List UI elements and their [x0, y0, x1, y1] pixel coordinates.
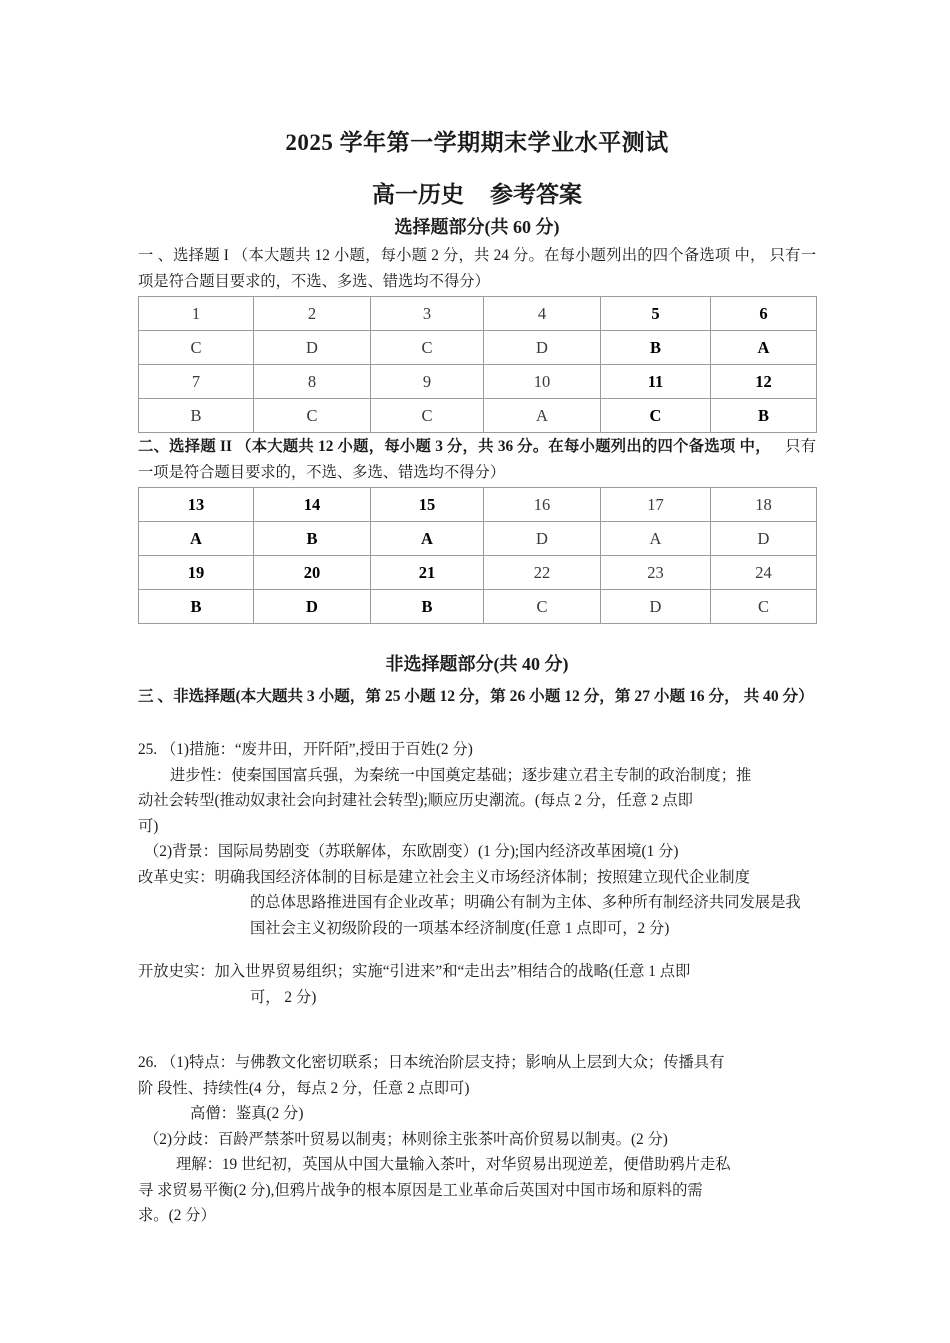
q25-line-7: 的总体思路推进国有企业改革；明确公有制为主体、多种所有制经济共同发展是我: [250, 894, 801, 911]
answer-cell: A: [484, 399, 601, 433]
table-row: [139, 399, 817, 433]
q25-line-2: 进步性：使秦国国富兵强，为秦统一中国奠定基础；逐步建立君主专制的政治制度；推: [170, 766, 752, 784]
answer-cell: A: [601, 522, 711, 556]
answer-cell: C: [601, 399, 711, 433]
answer-cell: C: [139, 331, 254, 365]
nonchoice-section-banner: 非选择题部分(共 40 分): [385, 654, 569, 674]
answer-cell: D: [484, 522, 601, 556]
answer-question-25: [138, 737, 816, 1010]
answer-question-26: [138, 1050, 816, 1229]
answer-cell: 18: [711, 488, 817, 522]
q25-line-1: 25. （1)措施：“废井田，开阡陌”,授田于百姓(2 分): [138, 741, 473, 758]
answer-cell: B: [254, 522, 371, 556]
answer-cell: D: [711, 522, 817, 556]
q25-line-10: 可， 2 分): [250, 988, 317, 1006]
answer-cell: B: [139, 590, 254, 624]
answer-cell: A: [371, 522, 484, 556]
answer-cell: 8: [254, 365, 371, 399]
q26-line-5: 理解：19 世纪初，英国从中国大量输入茶叶，对华贸易出现逆差，便借助鸦片走私: [176, 1156, 731, 1173]
table-row: [139, 488, 817, 522]
answer-cell: 24: [711, 556, 817, 590]
q26-line-4: （2)分歧：百龄严禁茶叶贸易以制夷；林则徐主张茶叶高价贸易以制夷。(2 分): [144, 1130, 668, 1148]
q26-line-3: 高僧：鉴真(2 分): [190, 1105, 304, 1122]
answer-cell: 9: [371, 365, 484, 399]
answer-cell: 23: [601, 556, 711, 590]
answer-cell: 10: [484, 365, 601, 399]
part3-instructions-line1: 三 、非选择题(本大题共 3 小题，第 25 小题 12 分，第 26 小题 12 分，第 27 小题: [138, 688, 686, 705]
answer-table-part2: [138, 487, 817, 624]
table-row: [139, 331, 817, 365]
part2-instructions-line2-bold: 中，: [739, 438, 771, 455]
part1-instructions: [138, 243, 816, 295]
answer-cell: D: [254, 331, 371, 365]
answer-cell: 7: [139, 365, 254, 399]
answer-cell: 14: [254, 488, 371, 522]
answer-cell: 6: [711, 297, 817, 331]
answer-cell: 22: [484, 556, 601, 590]
subtitle-subject: 高一历史: [372, 182, 464, 207]
table-row: [139, 297, 817, 331]
answer-cell: C: [371, 399, 484, 433]
part3-instructions: [138, 684, 816, 710]
answer-cell: 13: [139, 488, 254, 522]
part1-instructions-line2: 中， 只有一项是符合题目要求的，不选、多选、错选均不得分）: [138, 247, 817, 290]
part2-instructions: [138, 434, 816, 486]
answer-cell: B: [371, 590, 484, 624]
q26-line-2: 阶 段性、持续性(4 分，每点 2 分，任意 2 点即可): [138, 1079, 470, 1097]
answer-cell: 20: [254, 556, 371, 590]
subtitle-kind: 参考答案: [490, 182, 582, 207]
answer-cell: 5: [601, 297, 711, 331]
q25-line-8: 国社会主义初级阶段的一项基本经济制度(任意 1 点即可，2 分): [250, 919, 670, 937]
q25-line-5: （2)背景：国际局势剧变（苏联解体，东欧剧变）(1 分);国内经济改革困境(1 分): [144, 843, 679, 860]
q26-line-1: 26. （1)特点：与佛教文化密切联系；日本统治阶层支持；影响从上层到大众；传播具有: [138, 1054, 725, 1071]
answer-cell: 16: [484, 488, 601, 522]
answer-cell: 2: [254, 297, 371, 331]
answer-cell: 1: [139, 297, 254, 331]
answer-cell: 4: [484, 297, 601, 331]
q25-line-6: 改革史实：明确我国经济体制的目标是建立社会主义市场经济体制；按照建立现代企业制度: [138, 868, 750, 886]
answer-cell: B: [601, 331, 711, 365]
part2-instructions-line1: 二、选择题 II （本大题共 12 小题，每小题 3 分，共 36 分。在每小题列出的四个备选项: [138, 438, 736, 455]
answer-cell: 11: [601, 365, 711, 399]
part3-instructions-line2: 16 分， 共 40 分）: [688, 688, 814, 705]
table-row: [139, 365, 817, 399]
answer-cell: 17: [601, 488, 711, 522]
answer-cell: D: [484, 331, 601, 365]
answer-cell: 19: [139, 556, 254, 590]
q25-line-4: 可): [138, 817, 159, 835]
answer-cell: A: [711, 331, 817, 365]
answer-table-part1-body: [139, 297, 817, 433]
page-subtitle: [138, 176, 816, 209]
table-row: [139, 522, 817, 556]
answer-cell: D: [601, 590, 711, 624]
answer-cell: 3: [371, 297, 484, 331]
answer-cell: B: [139, 399, 254, 433]
q26-line-6: 寻 求贸易平衡(2 分),但鸦片战争的根本原因是工业革命后英国对中国市场和原料的需: [138, 1181, 703, 1199]
part2-instructions-line2-rest: 只有一项是符合题目要求的，不选、多选、错选均不得分）: [138, 438, 816, 481]
answer-cell: C: [371, 331, 484, 365]
answer-cell: 21: [371, 556, 484, 590]
answer-cell: C: [711, 590, 817, 624]
answer-cell: C: [484, 590, 601, 624]
answer-table-part2-body: [139, 488, 817, 624]
table-row: [139, 556, 817, 590]
part1-instructions-line1: 一 、选择题 I （本大题共 12 小题，每小题 2 分，共 24 分。在每小题列出的四个备选项: [138, 247, 731, 264]
page-title: 2025 学年第一学期期末学业水平测试: [285, 130, 669, 155]
choice-section-banner: 选择题部分(共 60 分): [394, 217, 560, 237]
answer-cell: B: [711, 399, 817, 433]
q26-line-7: 求。(2 分）: [138, 1207, 216, 1224]
q25-line-3: 动社会转型(推动奴隶社会向封建社会转型);顺应历史潮流。(每点 2 分，任意 2 点即: [138, 792, 693, 809]
answer-cell: C: [254, 399, 371, 433]
answer-cell: 15: [371, 488, 484, 522]
table-row: [139, 590, 817, 624]
q25-line-9: 开放史实：加入世界贸易组织；实施“引进来”和“走出去”相结合的战略(任意 1 点即: [138, 963, 691, 980]
answer-cell: A: [139, 522, 254, 556]
answer-table-part1: [138, 296, 817, 433]
answer-cell: D: [254, 590, 371, 624]
answer-cell: 12: [711, 365, 817, 399]
